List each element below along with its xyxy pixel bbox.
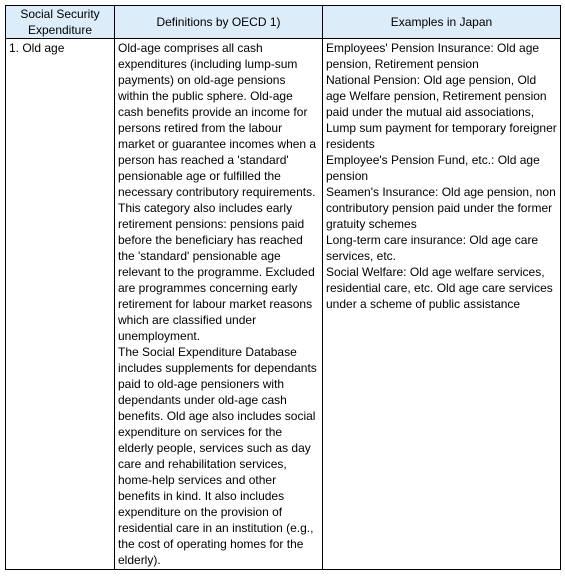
category-label: 1. Old age (9, 41, 65, 55)
example-item: Seamen's Insurance: Old age pension, non contributory pension paid under the former gratuity schemes (326, 185, 556, 231)
category-cell (6, 39, 115, 570)
examples-cell (323, 39, 561, 570)
example-item: Social Welfare: Old age welfare services, residential care, etc. Old age care services under a scheme of public assistance (326, 265, 553, 311)
social-security-table (5, 5, 561, 570)
example-item: National Pension: Old age pension, Old age Welfare pension, Retirement pension paid under the mutual aid associations, Lump sum payment for temporary foreigner residents (326, 73, 557, 151)
header-social-security-expenditure: Social Security Expenditure (6, 6, 115, 39)
example-item: Long-term care insurance: Old age care services, etc. (326, 233, 539, 263)
definition-cell (115, 39, 323, 570)
example-item: Employee's Pension Fund, etc.: Old age pension (326, 153, 540, 183)
header-row (6, 6, 561, 39)
header-examples-in-japan: Examples in Japan (323, 6, 561, 39)
example-item: Employees' Pension Insurance: Old age pension, Retirement pension (326, 41, 540, 71)
definition-paragraph: Old-age comprises all cash expenditures (including lump-sum payments) on old-age pensions within the public sphere. Old-age cash benefits provide an income for persons retired from the labour market or guarantee incomes when a person has reached a 'standard' pensionable age or fulfilled the necessary contributory requirements. This category also includes early retirement pensions: pensions paid before the beneficiary has reached the 'standard' pensionable age relevant to the programme. Excluded are programmes concerning early retirement for labour market reasons which are classified under unemployment. (118, 41, 317, 343)
header-definitions-by-oecd: Definitions by OECD 1) (115, 6, 323, 39)
table-body (6, 39, 561, 570)
table-row-old-age (6, 39, 561, 570)
table-header (6, 6, 561, 39)
definition-paragraph: The Social Expenditure Database includes supplements for dependants paid to old-age pensioners with dependants under old-age cash benefits. Old age also includes social expenditure on services for the elderly people, services such as day care and rehabilitation services, home-help services and other benefits in kind. It also includes expenditure on the provision of residential care in an institution (e.g., the cost of operating homes for the elderly). (118, 345, 317, 567)
